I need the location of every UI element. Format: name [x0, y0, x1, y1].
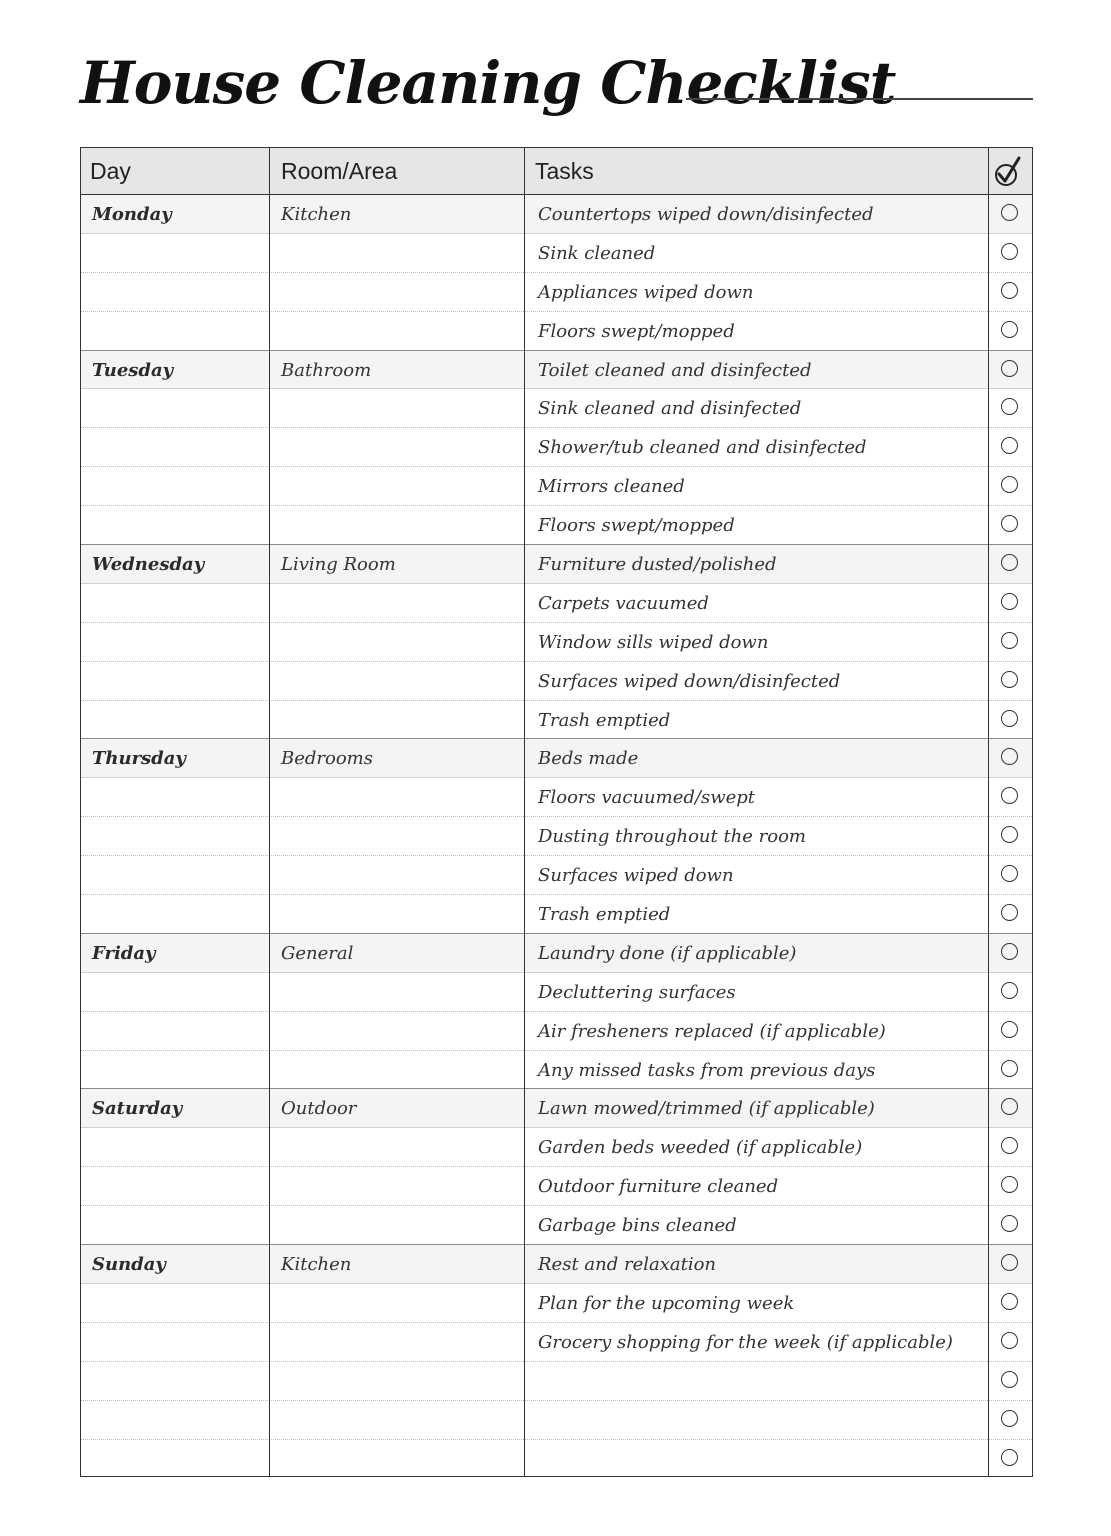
task-cell: Countertops wiped down/disinfected [538, 204, 874, 225]
table-row [81, 1089, 1032, 1128]
header-room: Room/Area [281, 158, 398, 184]
task-cell: Decluttering surfaces [538, 981, 736, 1003]
task-checkbox[interactable] [1001, 1021, 1018, 1038]
day-cell: Friday [92, 942, 156, 964]
table-row [81, 739, 1032, 778]
task-checkbox[interactable] [1001, 398, 1018, 415]
table-header [81, 148, 1032, 195]
table-row [81, 1167, 1032, 1206]
task-cell: Trash emptied [538, 904, 671, 926]
task-checkbox[interactable] [1001, 710, 1018, 727]
table-row [81, 1362, 1032, 1401]
table-row [81, 545, 1032, 584]
table-row [81, 623, 1032, 662]
table-body [81, 195, 1032, 1478]
table-row [81, 351, 1032, 390]
table-row [81, 195, 1032, 234]
header-tasks: Tasks [535, 158, 594, 184]
table-row [81, 1245, 1032, 1284]
table-row [81, 856, 1032, 895]
task-cell: Garbage bins cleaned [538, 1215, 737, 1237]
task-checkbox[interactable] [1001, 1410, 1018, 1427]
table-row [81, 817, 1032, 856]
table-row [81, 1284, 1032, 1323]
task-checkbox[interactable] [1001, 1098, 1018, 1115]
task-cell: Floors swept/mopped [538, 320, 735, 342]
day-cell: Wednesday [92, 554, 205, 576]
task-checkbox[interactable] [1001, 593, 1018, 610]
task-cell: Plan for the upcoming week [538, 1292, 795, 1314]
check-circle-icon [988, 154, 1028, 190]
table-row [81, 1012, 1032, 1051]
table-row [81, 506, 1032, 545]
task-checkbox[interactable] [1001, 243, 1018, 260]
task-checkbox[interactable] [1001, 476, 1018, 493]
task-cell: Grocery shopping for the week (if applicable) [538, 1331, 953, 1353]
task-checkbox[interactable] [1001, 1371, 1018, 1388]
task-cell: Trash emptied [538, 709, 671, 731]
task-checkbox[interactable] [1001, 904, 1018, 921]
day-cell: Thursday [92, 748, 186, 770]
task-checkbox[interactable] [1001, 437, 1018, 454]
task-checkbox[interactable] [1001, 1137, 1018, 1154]
task-cell: Floors swept/mopped [538, 515, 735, 537]
task-checkbox[interactable] [1001, 360, 1018, 377]
table-row [81, 1128, 1032, 1167]
task-cell: Sink cleaned and disinfected [538, 398, 802, 420]
task-cell: Any missed tasks from previous days [538, 1059, 876, 1081]
task-cell: Lawn mowed/trimmed (if applicable) [538, 1098, 875, 1120]
task-cell: Sink cleaned [538, 242, 656, 264]
task-checkbox[interactable] [1001, 943, 1018, 960]
task-checkbox[interactable] [1001, 865, 1018, 882]
task-cell: Furniture dusted/polished [538, 554, 777, 576]
checklist-table [80, 147, 1033, 1477]
room-cell: Living Room [281, 554, 396, 576]
task-cell: Rest and relaxation [538, 1254, 717, 1276]
table-row [81, 1440, 1032, 1479]
task-checkbox[interactable] [1001, 1060, 1018, 1077]
header-day: Day [90, 158, 131, 184]
task-checkbox[interactable] [1001, 982, 1018, 999]
task-checkbox[interactable] [1001, 748, 1018, 765]
day-cell: Tuesday [92, 359, 174, 381]
task-checkbox[interactable] [1001, 632, 1018, 649]
day-cell: Monday [92, 204, 172, 225]
room-cell: Bathroom [281, 359, 372, 381]
task-cell: Surfaces wiped down/disinfected [538, 670, 841, 692]
task-cell: Toilet cleaned and disinfected [538, 359, 812, 381]
table-row [81, 895, 1032, 934]
task-checkbox[interactable] [1001, 1215, 1018, 1232]
table-row [81, 584, 1032, 623]
table-row [81, 234, 1032, 273]
table-row [81, 1051, 1032, 1090]
task-checkbox[interactable] [1001, 1449, 1018, 1466]
task-cell: Laundry done (if applicable) [538, 942, 797, 964]
room-cell: Kitchen [281, 204, 352, 225]
task-checkbox[interactable] [1001, 204, 1018, 221]
day-cell: Sunday [92, 1254, 166, 1276]
task-checkbox[interactable] [1001, 554, 1018, 571]
task-checkbox[interactable] [1001, 1332, 1018, 1349]
task-checkbox[interactable] [1001, 1176, 1018, 1193]
task-checkbox[interactable] [1001, 321, 1018, 338]
column-divider [524, 148, 525, 1476]
room-cell: Bedrooms [281, 748, 373, 770]
room-cell: Kitchen [281, 1254, 352, 1276]
column-divider [988, 148, 989, 1476]
task-cell: Mirrors cleaned [538, 476, 685, 498]
task-cell: Floors vacuumed/swept [538, 787, 756, 809]
table-row [81, 701, 1032, 740]
day-cell: Saturday [92, 1098, 183, 1120]
table-row [81, 467, 1032, 506]
table-row [81, 312, 1032, 351]
table-row [81, 662, 1032, 701]
task-cell: Appliances wiped down [538, 281, 754, 303]
task-cell: Shower/tub cleaned and disinfected [538, 437, 867, 459]
task-checkbox[interactable] [1001, 515, 1018, 532]
task-cell: Window sills wiped down [538, 631, 769, 653]
table-row [81, 389, 1032, 428]
task-checkbox[interactable] [1001, 787, 1018, 804]
table-row [81, 778, 1032, 817]
room-cell: General [281, 942, 354, 964]
table-row [81, 1323, 1032, 1362]
table-row [81, 428, 1032, 467]
task-checkbox[interactable] [1001, 826, 1018, 843]
task-checkbox[interactable] [1001, 1293, 1018, 1310]
page-title: House Cleaning Checklist [80, 49, 896, 117]
table-row [81, 1206, 1032, 1245]
task-cell: Carpets vacuumed [538, 592, 709, 614]
task-cell: Dusting throughout the room [538, 826, 806, 848]
task-checkbox[interactable] [1001, 671, 1018, 688]
task-cell: Air fresheners replaced (if applicable) [538, 1020, 886, 1042]
task-cell: Surfaces wiped down [538, 865, 734, 887]
task-checkbox[interactable] [1001, 282, 1018, 299]
column-divider [269, 148, 270, 1476]
table-row [81, 1401, 1032, 1440]
task-cell: Garden beds weeded (if applicable) [538, 1137, 863, 1159]
room-cell: Outdoor [281, 1098, 357, 1120]
table-row [81, 273, 1032, 312]
task-cell: Outdoor furniture cleaned [538, 1176, 779, 1198]
task-cell: Beds made [538, 748, 639, 770]
task-checkbox[interactable] [1001, 1254, 1018, 1271]
table-row [81, 973, 1032, 1012]
name-write-line[interactable] [686, 98, 1033, 100]
table-row [81, 934, 1032, 973]
